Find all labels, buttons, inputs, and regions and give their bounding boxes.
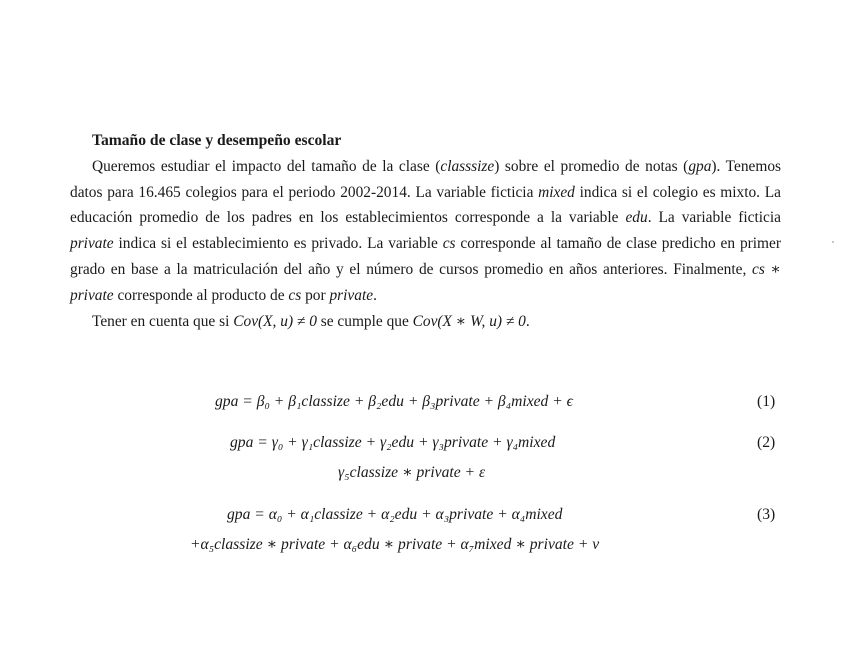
- math-cov-xwu: Cov(X ∗ W, u) ≠ 0: [412, 312, 526, 330]
- math-cs: cs: [442, 235, 456, 253]
- text-run: indica si el establecimiento es privado. La variable: [113, 235, 443, 253]
- equation-1: gpa = β₀ + β₁classize + β₂edu + β₃private + β₄mixed + ϵ: [215, 393, 573, 410]
- text-run: indica si el colegio es mixto. La educación promedio de los padres en los establecimientos corresponde a la variable: [70, 183, 781, 227]
- text-run: .: [373, 286, 377, 304]
- math-classsize: classsize: [440, 157, 495, 175]
- equation-2-line-1: gpa = γ₀ + γ₁classize + γ₂edu + γ₃private + γ₄mixed: [230, 434, 556, 451]
- math-gpa: gpa: [688, 157, 712, 175]
- math-cs: cs: [288, 286, 302, 304]
- equation-3-line-2: +α₅classize ∗ private + α₆edu ∗ private + α₇mixed ∗ private + v: [190, 536, 600, 553]
- text-run: Tener en cuenta que si: [92, 312, 234, 330]
- paragraph-note: [70, 309, 781, 335]
- text-run: ) sobre el promedio de notas (: [494, 157, 689, 175]
- paragraph-intro: [70, 154, 781, 309]
- scan-speck: [832, 241, 834, 243]
- text-run: . La variable ficticia: [647, 209, 781, 227]
- text-run: corresponde al producto de: [113, 286, 289, 304]
- text-run: corresponde al tamaño de clase predicho en primer grado en base a la matriculación del año y el número de cursos promedio en años anteriores. Finalmente,: [70, 235, 781, 278]
- math-cov-xu: Cov(X, u) ≠ 0: [233, 312, 317, 330]
- math-private: private: [70, 235, 114, 253]
- text-run: Queremos estudiar el impacto del tamaño de la clase (: [92, 157, 441, 175]
- math-mixed: mixed: [538, 183, 575, 201]
- math-cs-private: cs ∗ private: [70, 260, 781, 304]
- equation-2-line-2: γ₅classize ∗ private + ε: [338, 464, 486, 481]
- text-run: ). Tenemos datos para 16.465 colegios para el periodo 2002-2014. La variable ficticia: [70, 157, 782, 201]
- equation-3-number: (3): [757, 506, 776, 523]
- math-private: private: [329, 286, 374, 304]
- text-run: se cumple que: [316, 312, 413, 330]
- text-run: .: [525, 312, 530, 330]
- equation-2-number: (2): [757, 434, 776, 451]
- equation-3-line-1: gpa = α₀ + α₁classize + α₂edu + α₃private + α₄mixed: [227, 506, 563, 523]
- math-edu: edu: [625, 209, 648, 227]
- text-run: por: [301, 286, 330, 304]
- equation-1-number: (1): [757, 393, 776, 410]
- section-title: Tamaño de clase y desempeño escolar: [92, 132, 342, 149]
- section-body: [70, 128, 781, 334]
